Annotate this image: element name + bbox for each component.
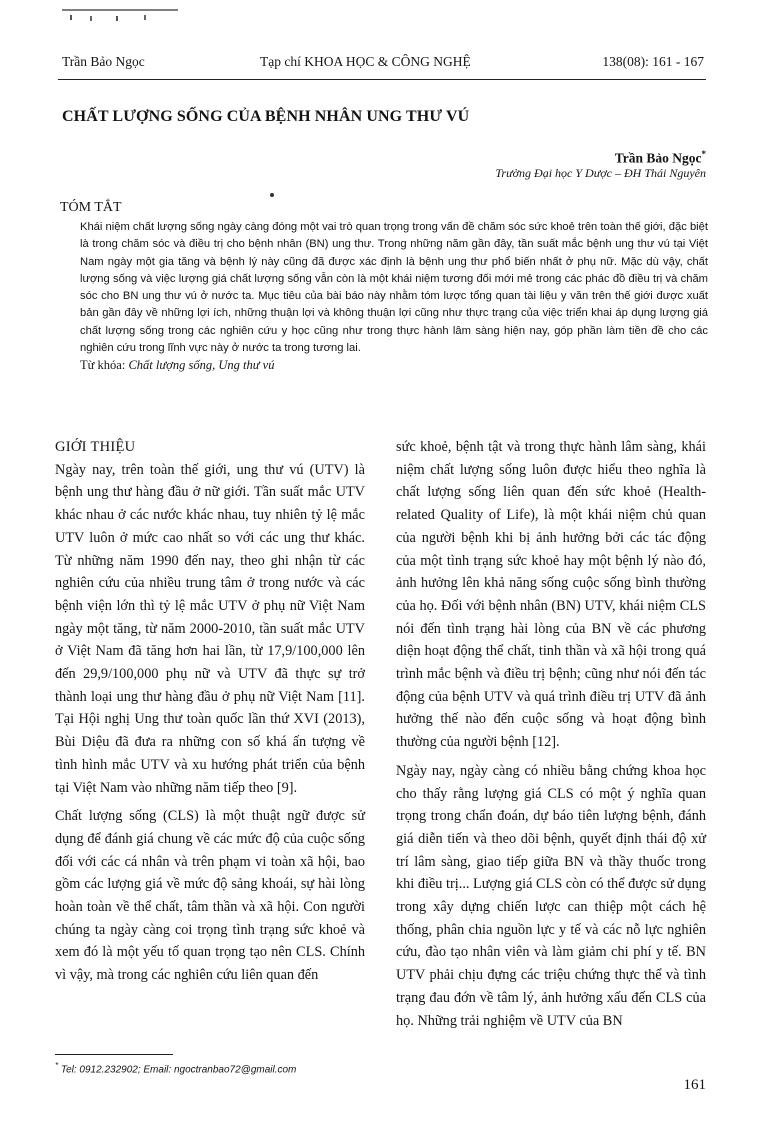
keywords-line <box>80 357 708 374</box>
body-paragraph: Chất lượng sống (CLS) là một thuật ngữ được sử dụng để đánh giá chung về các mức độ của cuộc sống đối với các cá nhân và trên phạm vi toàn xã hội, bao gồm các lượng giá về mức độ sảng khoái, sự hài lòng hoàn toàn về thể chất, tâm thần và xã hội. Con người chúng ta ngày càng coi trọng tình trạng sức khoẻ và xem đó là một yếu tố quan trọng tạo nên CLS. Chính vì vậy, mà trong các nghiên cứu liên quan đến <box>55 808 365 984</box>
header-author: Trần Bảo Ngọc <box>62 54 145 69</box>
header-journal: Tạp chí KHOA HỌC & CÔNG NGHỆ <box>260 54 471 69</box>
body-paragraph: Ngày nay, trên toàn thế giới, ung thư vú (UTV) là bệnh ung thư hàng đầu ở nữ giới. Tần suất mắc UTV khác nhau ở các nước khác nhau, tuy nhiên tỷ lệ mắc UTV luôn ở mức cao nhất so với các ung thư khác. Từ những năm 1990 đến nay, theo ghi nhận từ các nghiên cứu của nhiều trung tâm ở trong nước và các bệnh viện lớn thì tỷ lệ mắc UTV ở phụ nữ Việt Nam ngày một tăng, từ năm 2000-2010, tần suất mắc UTV ở Việt Nam đã tăng hơn hai lần, từ 17,9/100,000 lên đến 29,9/100,000 phụ nữ và UTV đã thực sự trở thành loại ung thư hàng đầu ở phụ nữ Việt Nam [11]. Tại Hội nghị Ung thư toàn quốc lần thứ XVI (2013), Bùi Diệu đã đưa ra những con số khá ấn tượng về tình hình mắc UTV và xu hướng phát triển của bệnh tại Việt Nam vào những năm tiếp theo [9]. <box>55 461 365 796</box>
footnote-rule <box>55 1054 173 1055</box>
header-issue-pages: 138(08): 161 - 167 <box>602 54 704 69</box>
article-title: CHẤT LƯỢNG SỐNG CỦA BỆNH NHÂN UNG THƯ VÚ <box>62 108 470 125</box>
author-name: Trần Bảo Ngọc <box>614 150 702 166</box>
left-column <box>55 436 365 987</box>
scan-artifact-marks <box>60 4 180 26</box>
section-heading-intro: GIỚI THIỆU <box>55 439 136 455</box>
stray-dot <box>270 193 274 197</box>
abstract-heading: TÓM TẮT <box>60 200 122 215</box>
footnote-mark: * <box>55 1061 59 1070</box>
keywords-label: Từ khóa: <box>80 358 126 373</box>
body-paragraph: Ngày nay, ngày càng có nhiều bằng chứng khoa học cho thấy rằng lượng giá CLS có một ý nghĩa quan trọng trong chẩn đoán, dự báo tiên lượng bệnh, đánh giá diễn tiến và theo dõi bệnh, quyết định thái độ xử trí lâm sàng, giao tiếp giữa BN và thầy thuốc trong khi điều trị... Lượng giá CLS còn có thể được sử dụng trong xây dựng chiến lược can thiệp một cách hệ thống, phân chia nguồn lực y tế và các nỗ lực nghiên cứu, đào tạo nhân viên và làm giảm chi phí y tế. BN UTV phải chịu đựng các triệu chứng thực thể và tình trạng đau đớn về tâm lý, ảnh hưởng xấu đến CLS của họ. Những trải nghiệm về UTV của BN <box>396 762 706 1029</box>
abstract-body <box>80 219 708 375</box>
page-number: 161 <box>683 1077 706 1093</box>
footnote-contact: Tel: 0912.232902; Email: ngoctranbao72@gmail.com <box>60 1064 297 1076</box>
body-paragraph: sức khoẻ, bệnh tật và trong thực hành lâm sàng, khái niệm chất lượng sống luôn được hiểu theo nghĩa là chất lượng sống liên quan đến sức khoẻ (Health-related Quality of Life), là một khái niệm chủ quan của người bệnh khi bị ảnh hưởng bởi các tác động của một tình trạng sức khoẻ hay một bệnh lý nào đó, ảnh hưởng lên khả năng sống cuộc sống bình thường của họ. Đối với bệnh nhân (BN) UTV, khái niệm CLS nói đến tình trạng hài lòng của BN về các phương diện hoạt động thể chất, tinh thần và xã hội trong quá trình mắc bệnh và điều trị bệnh; cũng như nói đến tác động của bệnh UTV và quá trình điều trị UTV đã ảnh hưởng thế nào đến cuộc sống và hoạt động bình thường của người bệnh [12]. <box>396 439 706 751</box>
keywords-value: Chất lượng sống, Ung thư vú <box>128 358 275 373</box>
running-header <box>62 54 704 74</box>
author-footnote-mark: * <box>701 149 706 159</box>
author-affiliation: Trường Đại học Y Dược – ĐH Thái Nguyên <box>495 166 706 180</box>
header-rule <box>58 79 706 80</box>
right-column <box>396 436 706 1032</box>
abstract-text: Khái niệm chất lượng sống ngày càng đóng một vai trò quan trọng trong vấn đề chăm sóc sức khoẻ trên toàn thế giới, đặc biệt là trong chăm sóc và điều trị cho bệnh nhân (BN) ung thư. Trong những năm gần đây, tần suất mắc bệnh ung thư vú tại Việt Nam ngày một gia tăng và bệnh lý này cũng đã được xác định là bệnh ung thư phổ biến nhất ở phụ nữ. Mặc dù vậy, chất lượng sống và việc lượng giá chất lượng sống vẫn còn là một khái niệm tương đối mới mẻ trong các phác đồ điều trị và chăm sóc cho BN ung thư vú ở nước ta. Mục tiêu của bài báo này nhằm tóm lược tổng quan tài liệu y văn trên thế giới được xuất bản gần đây về những lợi ích, những thuận lợi và không thuận lợi cũng như thực trạng của việc triển khai áp dụng lượng giá chất lượng sống trong các nghiên cứu y học cũng như trong thực hành lâm sàng hiện nay, góp phần làm tiền đề cho các nghiên cứu trong lĩnh vực này ở nước ta trong tương lai. <box>80 221 708 355</box>
footnote <box>55 1061 296 1075</box>
article-author <box>615 149 706 167</box>
